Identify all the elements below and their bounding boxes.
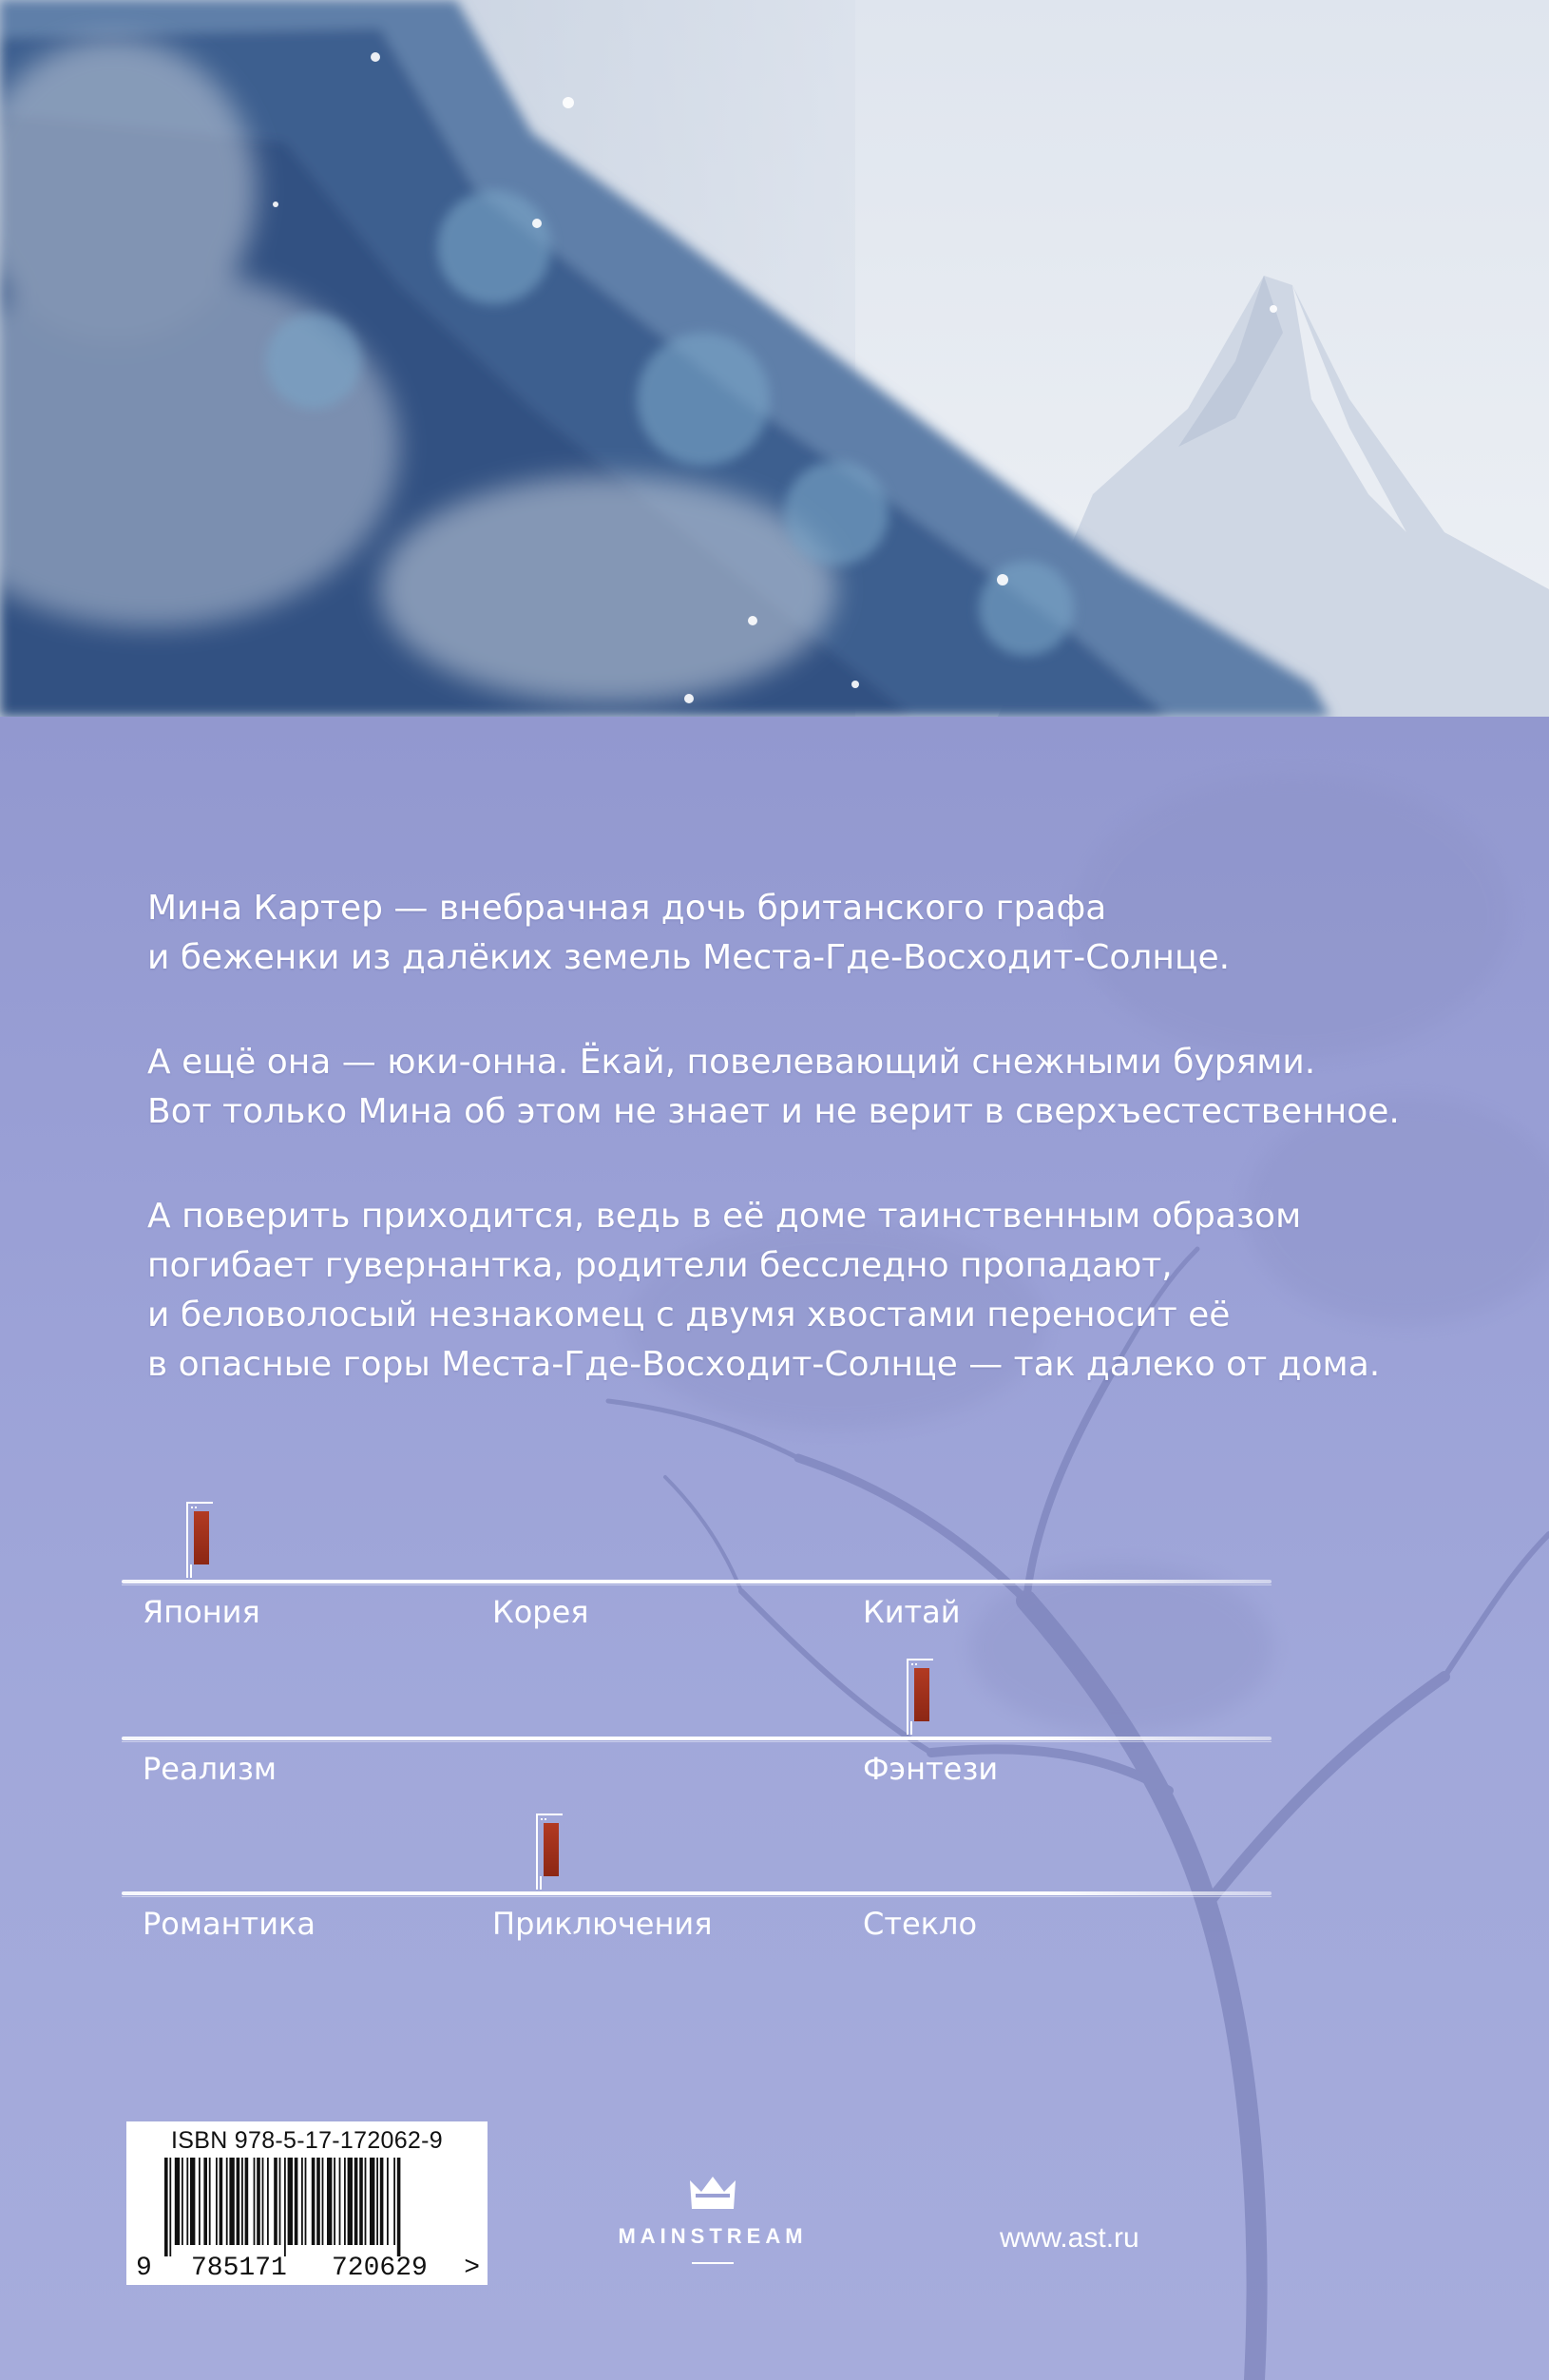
barcode-box bbox=[126, 2121, 488, 2285]
barcode-bar bbox=[257, 2158, 260, 2245]
barcode-bar bbox=[203, 2158, 207, 2245]
barcode-bar bbox=[175, 2158, 180, 2245]
barcode-bar bbox=[344, 2158, 346, 2245]
barcode-bar bbox=[245, 2158, 249, 2245]
tag-label: Реализм bbox=[143, 1751, 277, 1787]
blurb-paragraph-3 bbox=[147, 1192, 1402, 1390]
tag-label: Приключения bbox=[492, 1906, 713, 1942]
scale-mood bbox=[122, 1814, 1272, 1942]
tag-label: Корея bbox=[492, 1594, 589, 1630]
barcode-bar bbox=[226, 2158, 228, 2245]
publisher-name: MAINSTREAM bbox=[618, 2224, 808, 2248]
barcode-bar bbox=[348, 2158, 353, 2245]
barcode-bar bbox=[334, 2158, 335, 2245]
scale-line bbox=[122, 1891, 1272, 1895]
barcode-bar bbox=[262, 2158, 264, 2245]
barcode-bar bbox=[209, 2158, 211, 2245]
tag-label: Китай bbox=[863, 1594, 961, 1630]
barcode-bar bbox=[316, 2158, 320, 2245]
barcode-bar bbox=[237, 2158, 240, 2245]
website-link[interactable]: www.ast.ru bbox=[1000, 2222, 1139, 2254]
barcode-bar bbox=[370, 2158, 374, 2245]
barcode-bar bbox=[387, 2158, 389, 2245]
selected-marker bbox=[907, 1659, 935, 1737]
selected-marker bbox=[536, 1814, 564, 1891]
barcode-bar bbox=[279, 2158, 281, 2245]
barcode-bar bbox=[312, 2158, 316, 2245]
barcode-bar bbox=[354, 2158, 358, 2245]
barcode-bar bbox=[216, 2158, 218, 2245]
tag-label: Стекло bbox=[863, 1906, 978, 1942]
barcode-bar bbox=[327, 2158, 332, 2245]
barcode-bar bbox=[322, 2158, 324, 2245]
blurb-line: и беженки из далёких земель Места-Где-Восходит-Солнце. bbox=[147, 938, 1231, 977]
barcode-bar bbox=[359, 2158, 363, 2245]
blurb-line: и беловолосый незнакомец с двумя хвостами переносит её bbox=[147, 1296, 1231, 1334]
barcode-bar bbox=[393, 2158, 395, 2245]
publisher-divider bbox=[692, 2262, 734, 2264]
barcode-bar bbox=[241, 2158, 243, 2245]
blurb-line: А ещё она — юки-онна. Ёкай, повелевающий снежными бурями. bbox=[147, 1043, 1316, 1082]
barcode-bar bbox=[199, 2158, 201, 2245]
barcode-digit-group: 720629 bbox=[332, 2254, 428, 2283]
blurb-line: Вот только Мина об этом не знает и не верит в сверхъестественное. bbox=[147, 1092, 1400, 1131]
barcode-bar bbox=[365, 2158, 367, 2245]
barcode-bar bbox=[229, 2158, 234, 2245]
barcode-bars bbox=[164, 2158, 467, 2256]
tag-label: Фэнтези bbox=[863, 1751, 999, 1787]
barcode-bar bbox=[254, 2158, 256, 2245]
barcode-bar bbox=[305, 2158, 307, 2245]
tag-label: Япония bbox=[143, 1594, 260, 1630]
barcode-bar bbox=[288, 2158, 293, 2245]
barcode-bar bbox=[301, 2158, 303, 2245]
publisher-logo bbox=[608, 2173, 817, 2264]
blurb-line: погибает гувернантка, родители бесследно пропадают, bbox=[147, 1246, 1173, 1285]
barcode-bar bbox=[295, 2158, 298, 2245]
blurb-paragraph-2 bbox=[147, 1038, 1402, 1137]
blurb-line: А поверить приходится, ведь в её доме таинственным образом bbox=[147, 1197, 1302, 1236]
barcode-bar bbox=[267, 2158, 269, 2245]
barcode-bar bbox=[339, 2158, 341, 2245]
barcode-digit-group: > bbox=[464, 2254, 480, 2283]
barcode-digit-group: 785171 bbox=[191, 2254, 287, 2283]
scale-genre bbox=[122, 1659, 1272, 1787]
barcode-bar bbox=[190, 2158, 195, 2245]
blurb-line: в опасные горы Места-Где-Восходит-Солнце — так далеко от дома. bbox=[147, 1345, 1381, 1384]
blurb-line: Мина Картер — внебрачная дочь британского графа bbox=[147, 889, 1107, 928]
selected-marker bbox=[186, 1502, 215, 1580]
barcode-bar bbox=[182, 2158, 183, 2245]
tag-label: Романтика bbox=[143, 1906, 316, 1942]
snowy-mountain-illustration bbox=[0, 0, 1549, 717]
scale-line bbox=[122, 1580, 1272, 1583]
barcode-bar bbox=[274, 2158, 277, 2245]
scale-setting bbox=[122, 1502, 1272, 1630]
barcode-bar bbox=[169, 2158, 171, 2256]
barcode-bar bbox=[186, 2158, 188, 2245]
barcode-digit-group: 9 bbox=[136, 2254, 152, 2283]
scale-line bbox=[122, 1737, 1272, 1740]
barcode-bar bbox=[164, 2158, 168, 2256]
blurb-paragraph-1 bbox=[147, 884, 1402, 983]
barcode-bar bbox=[284, 2158, 286, 2256]
isbn-number: ISBN 978-5-17-172062-9 bbox=[171, 2127, 443, 2154]
barcode-bar bbox=[220, 2158, 223, 2245]
crown-icon bbox=[686, 2173, 739, 2215]
barcode-bar bbox=[397, 2158, 401, 2256]
barcode-bar bbox=[380, 2158, 384, 2245]
barcode-bar bbox=[376, 2158, 378, 2245]
